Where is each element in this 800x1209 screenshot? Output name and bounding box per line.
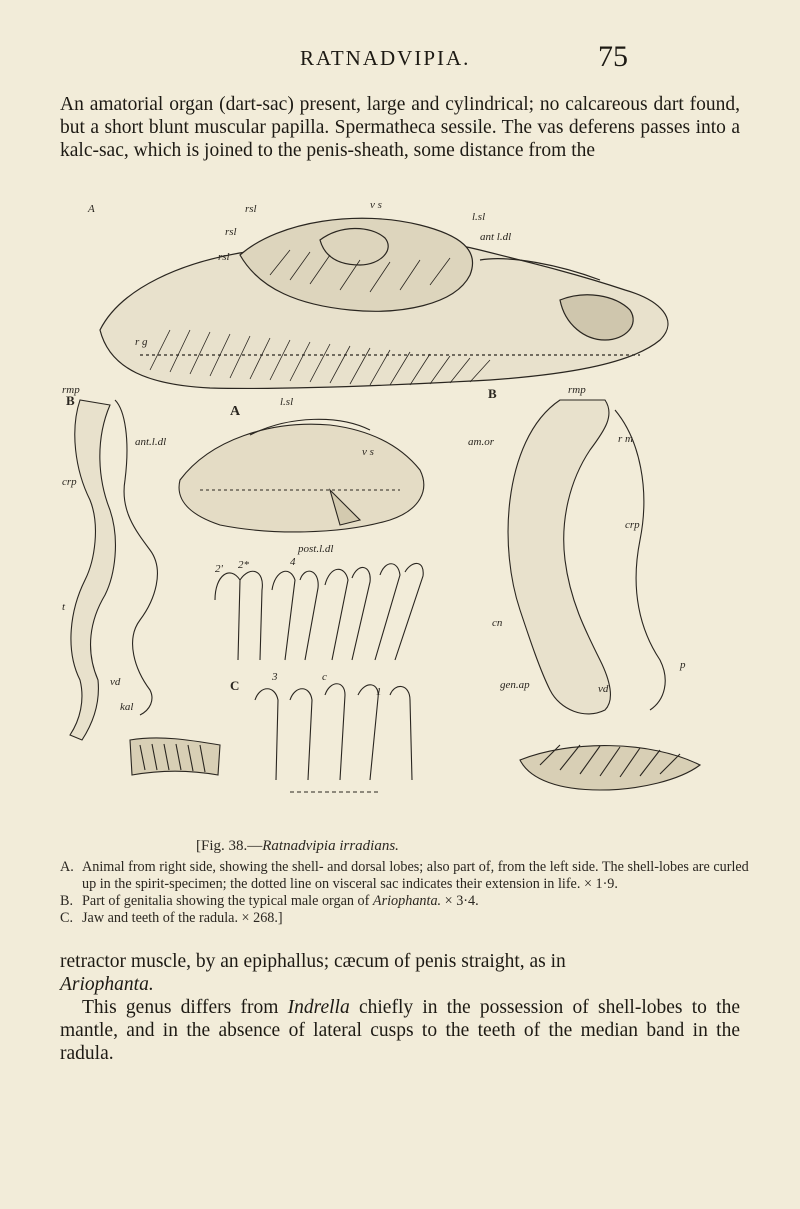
caption-title (196, 838, 750, 855)
intro-text: An amatorial organ (dart-sac) present, large and cylindrical; no calcareous dart found, but a short blunt muscular papilla. Spermatheca sessile. The vas deferens passes into a kalc-sac, which is joined to the penis-sheath, some distance from the (60, 94, 740, 161)
label-lsl-2: l.sl (280, 396, 294, 408)
label-vd-left: vd (110, 676, 121, 688)
paragraph-2-after: chiefly in the possession of shell-lobes to the mantle, and in the absence of lateral cusps to the teeth of the median band in the radula. (60, 997, 740, 1064)
figure-caption (60, 838, 750, 927)
label-rsl-2: rsl (225, 226, 237, 238)
label-post-ldl: post.l.dl (298, 543, 334, 555)
panel-b-right-genitalia (508, 400, 700, 790)
caption-key-c: C. (60, 910, 74, 926)
label-rmp-right: rmp (568, 384, 586, 396)
caption-species: Ratnadvipia irradians. (262, 838, 399, 854)
paragraph-2 (60, 996, 740, 1065)
continuation-line1 (60, 950, 740, 996)
label-t: t (62, 601, 66, 613)
label-crp-left: crp (62, 476, 77, 488)
caption-key-a: A. (60, 859, 74, 875)
label-c-2star: 2* (238, 559, 249, 571)
label-rsl-3: rsl (218, 251, 230, 263)
caption-item-a (60, 859, 750, 893)
caption-text-a: Animal from right side, showing the shell- and dorsal lobes; also part of, from the left side. The shell-lobes are curled up in the spirit-specimen; the dotted line on visceral sac indicates their extension in life. × 1·9. (82, 859, 749, 892)
caption-prefix: [Fig. 38.— (196, 838, 263, 854)
label-kal: kal (120, 701, 134, 713)
label-cn: cn (492, 617, 503, 629)
paragraph-2-italic: Indrella (287, 997, 350, 1018)
figure-38 (40, 180, 760, 825)
intro-paragraph (60, 93, 740, 162)
label-c-c: c (322, 671, 327, 683)
label-rsl-1: rsl (245, 203, 257, 215)
panel-a2-letter: A (230, 404, 241, 419)
caption-key-b: B. (60, 893, 74, 909)
label-am-or: am.or (468, 436, 494, 448)
caption-item-b (60, 893, 750, 910)
label-rg: r g (135, 336, 148, 348)
label-rmp-left: rmp (62, 384, 80, 396)
label-rm: r m (618, 433, 633, 445)
label-crp-right: crp (625, 519, 640, 531)
label-vs-2: v s (362, 446, 374, 458)
page-number: 75 (598, 40, 628, 73)
label-vd-right: vd (598, 683, 609, 695)
label-ant-ldl-2: ant.l.dl (135, 436, 167, 448)
label-gen-ap: gen.ap (500, 679, 530, 691)
label-ant-ldl: ant l.dl (480, 231, 512, 243)
paragraph-2-before: This genus differs from (82, 997, 288, 1018)
caption-item-c (60, 910, 750, 927)
label-p: p (680, 659, 686, 671)
panel-b2-letter: B (488, 386, 497, 401)
panel-c-radula (215, 563, 423, 792)
caption-text-c: Jaw and teeth of the radula. × 268.] (82, 910, 283, 926)
label-vs: v s (370, 199, 382, 211)
panel-c-letter: C (230, 678, 240, 693)
caption-text-b-italic: Ariophanta. (372, 893, 442, 909)
panel-b-left-genitalia (70, 400, 220, 775)
panel-a-animal (100, 218, 668, 388)
label-c-3: 3 (272, 671, 278, 683)
running-title: RATNADVIPIA. (300, 46, 471, 70)
continuation-italic: Ariophanta. (60, 974, 154, 995)
continuation-paragraph (60, 950, 740, 1065)
figure-illustration (40, 180, 760, 825)
caption-text-b-before: Part of genitalia showing the typical male organ of (82, 893, 373, 909)
panel-b-letter: B (66, 393, 75, 408)
running-header (0, 40, 800, 72)
panel-c-labels (215, 556, 382, 698)
panel-a-lobes (179, 419, 424, 532)
label-c-4: 4 (290, 556, 296, 568)
continuation-text: retractor muscle, by an epiphallus; cæcum of penis straight, as in (60, 951, 566, 972)
caption-text-b-after: × 3·4. (441, 893, 479, 909)
label-c-1: 1 (376, 686, 382, 698)
label-lsl: l.sl (472, 211, 486, 223)
label-c-2prime: 2' (215, 563, 223, 575)
panel-a-letter: A (88, 203, 95, 215)
